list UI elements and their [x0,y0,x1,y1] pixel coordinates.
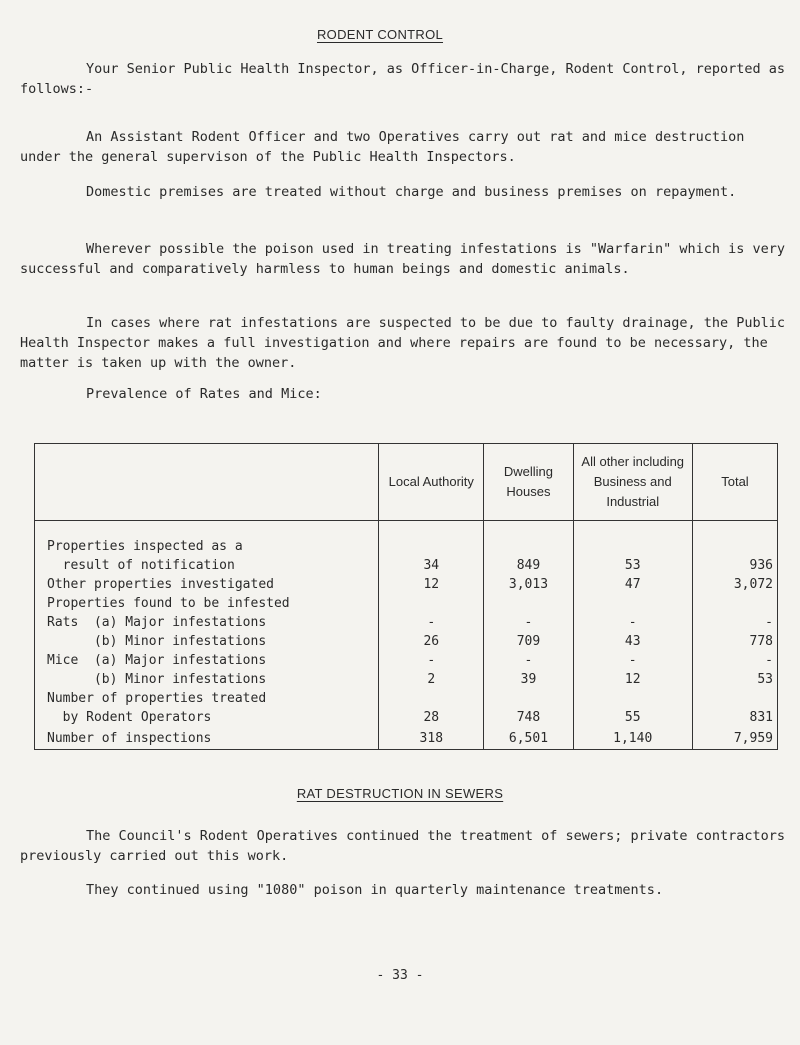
cell-value: - [379,613,484,632]
row-label: Rats (a) Major infestations [35,613,379,632]
cell-value: 43 [573,632,692,651]
table-row [35,708,778,727]
cell-value: 53 [692,670,777,689]
cell-value: 12 [573,670,692,689]
page-title: RODENT CONTROL [316,27,444,42]
page-number: - 33 - [376,968,424,983]
column-header-all-other: All other including Business and Industrial [573,444,692,521]
cell-value: 6,501 [484,727,573,750]
paragraph-premises: Domestic premises are treated without charge and business premises on repayment. [86,184,737,200]
paragraph-staff: An Assistant Rodent Officer and two Operatives carry out rat and mice destruction under the general supervison of the Public Health Inspectors. [20,129,745,165]
cell-value: 831 [692,708,777,727]
cell-value: - [379,651,484,670]
table-caption: Prevalence of Rates and Mice: [86,386,322,402]
cell-value: 47 [573,575,692,594]
cell-value [379,594,484,613]
paragraph-poison: They continued using "1080" poison in quarterly maintenance treatments. [86,882,664,898]
cell-value [573,689,692,708]
cell-value: 53 [573,556,692,575]
cell-value: 28 [379,708,484,727]
cell-value: 55 [573,708,692,727]
cell-value: 1,140 [573,727,692,750]
cell-value [692,594,777,613]
table-row [35,594,778,613]
cell-value [484,689,573,708]
column-header [35,444,379,521]
cell-value: 709 [484,632,573,651]
cell-value: 34 [379,556,484,575]
table-row [35,632,778,651]
cell-value [573,594,692,613]
row-label: by Rodent Operators [35,708,379,727]
paragraph-warfarin: Wherever possible the poison used in treating infestations is "Warfarin" which is very successful and comparatively harmless to human beings and domestic animals. [20,241,785,277]
cell-value: 936 [692,556,777,575]
cell-value: 3,013 [484,575,573,594]
cell-value [484,594,573,613]
section-title-sewers: RAT DESTRUCTION IN SEWERS [296,786,504,801]
table-row [35,689,778,708]
cell-value: 39 [484,670,573,689]
row-label: Number of properties treated [35,689,379,708]
prevalence-table [34,443,778,750]
cell-value [573,537,692,556]
paragraph-drainage: In cases where rat infestations are suspected to be due to faulty drainage, the Public Health Inspector makes a full investigation and where repairs are found to be necessary, the matter is taken up with the owner. [20,315,785,371]
cell-value: 318 [379,727,484,750]
table-spacer-row [35,521,778,538]
table-row [35,556,778,575]
table-row [35,613,778,632]
cell-value: 3,072 [692,575,777,594]
cell-value: 26 [379,632,484,651]
cell-value: 7,959 [692,727,777,750]
cell-value: - [484,651,573,670]
row-label: result of notification [35,556,379,575]
table-row [35,651,778,670]
row-label: Mice (a) Major infestations [35,651,379,670]
column-header-local-authority: Local Authority [379,444,484,521]
row-label: (b) Minor infestations [35,670,379,689]
cell-value: - [573,613,692,632]
cell-value: 778 [692,632,777,651]
cell-value: - [692,651,777,670]
table-row [35,727,778,750]
table-row [35,575,778,594]
row-label: Properties inspected as a [35,537,379,556]
cell-value [379,689,484,708]
column-header-total: Total [692,444,777,521]
paragraph-sewers: The Council's Rodent Operatives continued the treatment of sewers; private contractors previously carried out this work. [20,828,785,864]
cell-value [484,537,573,556]
paragraph-intro: Your Senior Public Health Inspector, as Officer-in-Charge, Rodent Control, reported as follows:- [20,61,785,97]
table-row [35,537,778,556]
cell-value: 849 [484,556,573,575]
cell-value: 2 [379,670,484,689]
cell-value: - [573,651,692,670]
table-header-row [35,444,778,521]
cell-value [379,537,484,556]
cell-value [692,689,777,708]
row-label: Properties found to be infested [35,594,379,613]
table-row [35,670,778,689]
cell-value [692,537,777,556]
row-label: (b) Minor infestations [35,632,379,651]
cell-value: 748 [484,708,573,727]
cell-value: - [692,613,777,632]
column-header-dwelling-houses: Dwelling Houses [484,444,573,521]
cell-value: - [484,613,573,632]
row-label: Other properties investigated [35,575,379,594]
row-label: Number of inspections [35,727,379,750]
cell-value: 12 [379,575,484,594]
